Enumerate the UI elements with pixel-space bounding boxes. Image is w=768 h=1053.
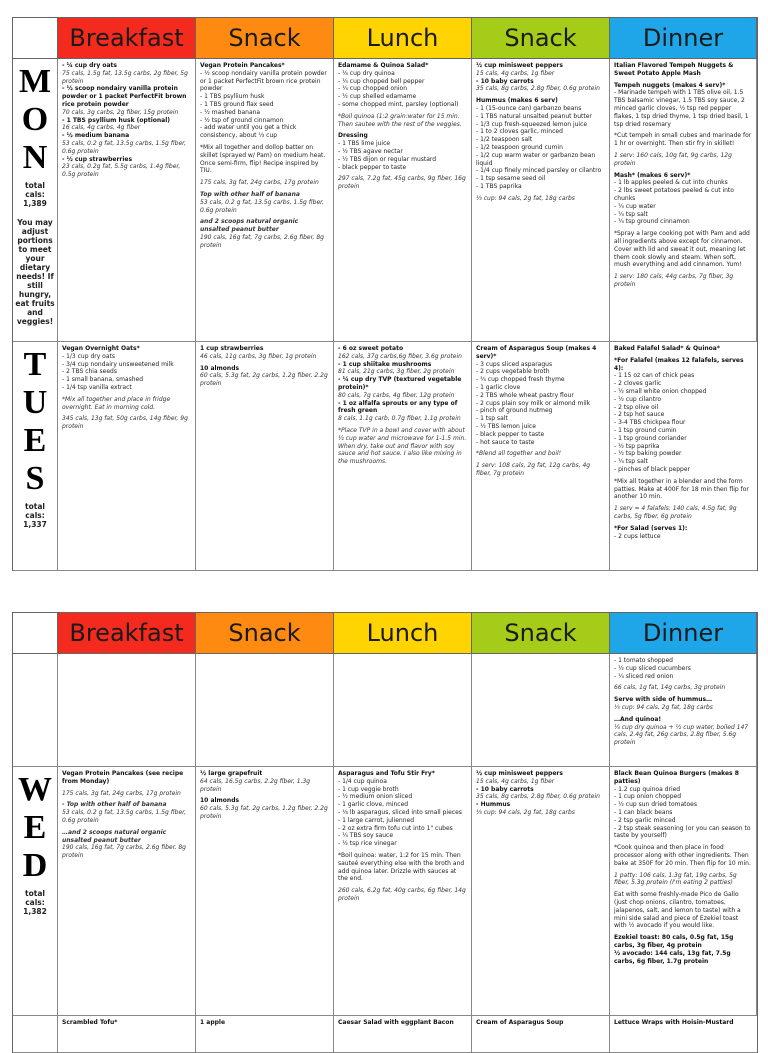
thursday-dinner xyxy=(610,1016,757,1053)
tuesday-breakfast xyxy=(58,342,196,571)
thursday-snack-1 xyxy=(196,1016,334,1053)
item-name: Scrambled Tofu* xyxy=(62,1019,118,1026)
day-letter: O xyxy=(21,101,49,139)
nutrition-info: 1 patty: 106 cals, 1.3g fat, 19g carbs, 5g fiber, 5.3g protein (I'm eating 2 patties) xyxy=(614,871,737,887)
thursday-day xyxy=(13,1016,58,1053)
header-breakfast: Breakfast xyxy=(58,613,196,654)
nutrition-info: 23 cals, 0.2g fat, 5.5g carbs, 1.4g fiber, 0.5g protein xyxy=(62,163,181,179)
item-name: - 10 baby carrots xyxy=(476,785,534,793)
header-snack: Snack xyxy=(472,613,610,654)
header-breakfast: Breakfast xyxy=(58,18,196,59)
monday-lunch xyxy=(334,59,472,342)
nutrition-info: 35 cals, 8g carbs, 2.8g fiber, 0.6g protein xyxy=(476,793,600,801)
header-snack: Snack xyxy=(196,18,334,59)
wednesday-snack-1 xyxy=(196,767,334,1016)
nutrition-info: 15 cals, 4g carbs, 1g fiber xyxy=(476,69,555,77)
recipe-line: - ¾ cup chopped fresh thyme xyxy=(476,376,565,384)
monday-dinner xyxy=(610,59,757,342)
recipe-line: - 1 garlic clove xyxy=(476,383,521,391)
item-name: Cream of Asparagus Soup (makes 4 serv)* xyxy=(476,345,597,360)
recipe-line: - 2 cups vegetable broth xyxy=(476,368,550,376)
recipe-line: - 1/2 teaspoon ground cumin xyxy=(476,143,563,151)
total-cals: total cals: 1,389 xyxy=(23,181,47,209)
recipe-line: - some chopped mint, parsley (optional) xyxy=(338,100,459,108)
recipe-line: *Cook quinoa and then place in food processor along with other ingredients. Then bake at 350F for 20 min. Then flip for 10 min. xyxy=(614,844,751,867)
nutrition-info: 190 cals, 16g fat, 7g carbs, 2.6g fiber, 8g protein xyxy=(200,233,324,249)
nutrition-info: Ezekiel toast: 80 cals, 0.5g fat, 15g carbs, 3g fiber, 4g protein xyxy=(614,934,734,949)
recipe-line: - 1 can black beans xyxy=(614,808,673,816)
recipe-line: - ¼ sliced red onion xyxy=(614,672,674,680)
recipe-line: *Mix all together in a blender and the form patties. Make at 400F for 18 min then flip for another 10 min. xyxy=(614,477,749,501)
item-name: Cream of Asparagus Soup xyxy=(476,1019,564,1026)
recipe-line: - ½ TBS lemon juice xyxy=(476,422,536,430)
nutrition-info: *Place TVP in a bowl and cover with about ½ cup water and microwave for 1-1.5 min. When dry, take out and flavor with soy sauce and hot sauce. I also like mixing in the mushrooms. xyxy=(338,426,467,466)
item-name: - ½ medium banana xyxy=(62,132,130,140)
recipe-line: - 1 (15-ounce can) garbanzo beans xyxy=(476,104,582,112)
recipe-line: - ¼ tsp salt xyxy=(614,458,648,466)
recipe-line: - 2 cups plain soy milk or almond milk xyxy=(476,399,591,407)
recipe-line: - 1 to 2 cloves garlic, minced xyxy=(476,128,563,136)
continuation-breakfast xyxy=(58,654,196,767)
item-name: 1 apple xyxy=(200,1019,226,1026)
recipe-line: - 1 TBS natural unsalted peanut butter xyxy=(476,112,592,120)
recipe-line: - 1 tsp ground cumin xyxy=(614,426,677,434)
item-name: Serve with side of hummus… xyxy=(614,696,713,704)
nutrition-info: 35 cals, 8g carbs, 2.8g fiber, 0.6g protein xyxy=(476,85,600,93)
item-name: ½ cup minisweet peppers xyxy=(476,770,563,777)
recipe-line: - ½ scoop nondairy vanilla protein powder or 1 packet PerfectFit brown rice protein powder xyxy=(200,69,327,93)
header-dinner: Dinner xyxy=(610,613,757,654)
recipe-line: - 2 tsp olive oil xyxy=(614,403,659,411)
continuation-snack-2 xyxy=(472,654,610,767)
day-letter: M xyxy=(18,63,52,100)
recipe-line: - black pepper to taste xyxy=(476,430,545,438)
nutrition-info: 53 cals, 0.2 g fat, 13.5g carbs, 1.5g fiber, 0.6g protein xyxy=(62,809,186,824)
portion-note: You may adjust portions to meet your dietary needs! If still hungry, eat fruits and veggies! xyxy=(15,218,55,327)
item-name: Caesar Salad with eggplant Bacon xyxy=(338,1019,454,1026)
header-corner xyxy=(13,18,58,59)
nutrition-info: 175 cals, 3g fat, 24g carbs, 17g protein xyxy=(200,179,319,187)
item-name: - 10 baby carrots xyxy=(476,77,534,85)
nutrition-info: 75 cals, 1.5g fat, 13.5g carbs, 2g fiber, 5g protein xyxy=(62,69,188,85)
recipe-line: - ½ cup sun dried tomatoes xyxy=(614,801,697,809)
nutrition-info: 70 cals, 3g carbs, 2g fiber, 15g protein xyxy=(62,108,179,116)
recipe-line: - pinch of ground nutmeg xyxy=(476,407,553,415)
recipe-line: - 1 15 oz can of chick peas xyxy=(614,372,695,380)
item-name: - 1 TBS psyllium husk (optional) xyxy=(62,116,170,124)
recipe-line: - 2 tsp garlic minced xyxy=(614,816,676,824)
day-letter: T xyxy=(23,346,47,383)
recipe-line: - 1 large carrot, julienned xyxy=(338,816,415,824)
recipe-line: - ¼ cup chopped bell pepper xyxy=(338,77,425,85)
nutrition-info: 53 cals, 0.2 g fat, 13.5g carbs, 1.5g fiber, 0.6g protein xyxy=(62,139,186,155)
monday-breakfast xyxy=(58,59,196,342)
item-name: Edamame & Quinoa Salad* xyxy=(338,62,429,69)
nutrition-info: 81 cals, 21g carbs, 3g fiber, 2g protein xyxy=(338,368,455,376)
recipe-line: - 1 tsp ground coriander xyxy=(614,434,687,442)
meal-plan-table-1 xyxy=(12,17,758,571)
recipe-line: - black pepper to taste xyxy=(338,163,407,171)
header-snack: Snack xyxy=(472,18,610,59)
monday-snack-2 xyxy=(472,59,610,342)
nutrition-info: 53 cals, 0.2 g fat, 13.5g carbs, 1.5g fiber, 0.6g protein xyxy=(200,198,324,214)
recipe-line: - 1 TBS psyllium husk xyxy=(200,93,265,101)
recipe-line: - hot sauce to taste xyxy=(476,438,535,446)
recipe-line: - 1/2 teaspoon salt xyxy=(476,136,533,144)
header-corner xyxy=(13,613,58,654)
nutrition-info: ½ avocado: 144 cals, 13g fat, 7.5g carbs, 6g fiber, 1.7g protein xyxy=(614,949,731,965)
item-name: - ½ cup strawberries xyxy=(62,155,133,163)
item-name: Mash* (makes 6 serv)* xyxy=(614,171,691,179)
recipe-line: - 1 TBS lime juice xyxy=(338,140,391,148)
recipe-line: - 1 tsp salt xyxy=(476,415,508,423)
recipe-line: - ½ mashed banana xyxy=(200,108,261,116)
item-name: *For Salad (serves 1): xyxy=(614,524,688,532)
thursday-snack-2 xyxy=(472,1016,610,1053)
recipe-line: - 1/3 cup fresh-squeezed lemon juice xyxy=(476,120,588,128)
recipe-line: - ½ cup sliced cucumbers xyxy=(614,664,691,672)
wednesday-dinner xyxy=(610,767,757,1016)
nutrition-info: 8 cals, 1.1g carb, 0.7g fiber, 1.1g protein xyxy=(338,415,461,423)
nutrition-info: 1 serv: 160 cals, 10g fat, 9g carbs, 12g protein xyxy=(614,151,732,167)
recipe-line: - 1 tsp sesame seed oil xyxy=(476,175,546,183)
nutrition-info: *Boil quinoa (1:2 grain:water for 15 min. Then sautee with the rest of the veggies. xyxy=(338,112,462,128)
item-name: ½ cup minisweet peppers xyxy=(476,62,563,69)
item-name: Vegan Overnight Oats* xyxy=(62,345,140,352)
nutrition-info: 190 cals, 16g fat, 7g carbs, 2.6g fiber, 8g protein xyxy=(62,844,186,860)
day-letter: N xyxy=(22,139,48,177)
item-name: - 1 oz alfalfa sprouts or any type of fresh green xyxy=(338,399,458,415)
recipe-line: - ¼ tsp salt xyxy=(614,210,648,218)
tuesday-snack-1 xyxy=(196,342,334,571)
recipe-line: - 1/4 cup quinoa xyxy=(338,777,387,785)
tuesday-lunch xyxy=(334,342,472,571)
nutrition-info: 15 cals, 4g carbs, 1g fiber xyxy=(476,777,555,785)
recipe-line: - 2 tsp hot sauce xyxy=(614,411,665,419)
recipe-line: - 1/2 cup warm water or garbanzo bean liquid xyxy=(476,151,596,167)
recipe-line: - ½ tsp rice vinegar xyxy=(338,840,397,848)
nutrition-info: 64 cals, 16.5g carbs, 2.2g fiber, 1.3g protein xyxy=(200,777,311,793)
recipe-line: - ¼ TBS soy sauce xyxy=(338,832,394,840)
day-letter: U xyxy=(22,384,48,422)
nutrition-info: 16 cals, 4g carbs, 4g fiber xyxy=(62,124,141,132)
item-name: Hummus (makes 6 serv) xyxy=(476,97,558,105)
total-cals: total cals: 1,337 xyxy=(23,502,47,530)
recipe-line: - 1 cup veggie broth xyxy=(338,785,399,793)
recipe-line: - ¼ cup water xyxy=(614,202,656,210)
nutrition-info: ⅓ cup: 94 cals, 2g fat, 18g carbs xyxy=(476,194,575,202)
recipe-line: *Cut tempeh in small cubes and marinade for 1 hr or overnight. Then stir fry in skillet! xyxy=(614,132,752,148)
day-label-wednesday xyxy=(13,767,58,1016)
recipe-line: - ¼ tsp ground cinnamon xyxy=(614,218,690,226)
recipe-line: - 3 cups sliced asparagus xyxy=(476,360,553,368)
item-name: …and 2 scoops natural organic unsalted peanut butter xyxy=(62,828,167,844)
recipe-line: - 2 tsp steak seasoning (or you can season to taste by yourself) xyxy=(614,824,751,840)
recipe-line: - 2 lbs sweet potatoes peeled & cut into chunks xyxy=(614,187,734,202)
recipe-line: *Mix all together and dollop batter on skillet (sprayed w/ Pam) on medium heat. Once semi-firm, flip! Recipe inspired by TIU. xyxy=(200,143,326,175)
recipe-line: *Spray a large cooking pot with Pam and add all ingredients above except for cinnamon. Cover with lid and sweat it out, meaning let them cook slowly and steam. When soft, mush everything and add cinnamon. Yum! xyxy=(614,230,750,269)
nutrition-info: ⅓ cup: 94 cals, 2g fat, 18g carbs xyxy=(614,703,713,711)
nutrition-info: 60 cals, 5.3g fat, 2g carbs, 1.2g fiber, 2.2g protein xyxy=(200,372,328,388)
item-name: 10 almonds xyxy=(200,364,240,372)
header-lunch: Lunch xyxy=(334,18,472,59)
item-name: ½ large grapefruit xyxy=(200,770,263,777)
recipe-line: - ¼ cup chopped onion xyxy=(338,85,408,93)
item-name: Vegan Protein Pancakes (see recipe from Monday) xyxy=(62,770,184,785)
recipe-line: - 2 cups lettuce xyxy=(614,532,661,540)
recipe-line: - 1.2 cup quinoa dried xyxy=(614,785,681,793)
item-name: - 6 oz sweet potato xyxy=(338,345,404,352)
day-label-tuesday xyxy=(13,342,58,571)
recipe-line: - 1 TBS paprika xyxy=(476,182,522,190)
item-name: …And quinoa! xyxy=(614,715,662,723)
item-name: Lettuce Wraps with Hoisin-Mustard xyxy=(614,1019,734,1026)
header-dinner: Dinner xyxy=(610,18,757,59)
nutrition-info: 162 cals, 37g carbs,6g fiber, 3.6g protein xyxy=(338,352,462,360)
tuesday-dinner xyxy=(610,342,757,571)
item-name: - Hummus xyxy=(476,801,511,809)
nutrition-info: 260 cals, 6.2g fat, 40g carbs, 6g fiber, 14g protein xyxy=(338,887,466,902)
recipe-line: - 3/4 cup nondairy unsweetened milk xyxy=(62,360,174,368)
recipe-line: - 2 TBS whole wheat pastry flour xyxy=(476,391,574,399)
nutrition-info: 1 serv: 180 cals, 44g carbs, 7g fiber, 3g protein xyxy=(614,273,734,288)
day-letter: D xyxy=(22,847,48,885)
item-name: - 1 cup shiitake mushrooms xyxy=(338,360,432,368)
monday-snack-1 xyxy=(196,59,334,342)
recipe-line: - 1/4 cup finely minced parsley or cilantro xyxy=(476,167,602,175)
item-name: Vegan Protein Pancakes* xyxy=(200,62,285,69)
recipe-line: - 1 TBS ground flax seed xyxy=(200,100,274,108)
nutrition-info: ⅓ cup: 94 cals, 2g fat, 18g carbs xyxy=(476,808,575,816)
continuation-day xyxy=(13,654,58,767)
recipe-line: - 1/4 tsp vanilla extract xyxy=(62,383,132,391)
nutrition-info: 297 cals, 7.2g fat, 45g carbs, 9g fiber, 16g protein xyxy=(338,175,466,191)
recipe-line: - ½ small white onion chopped xyxy=(614,387,707,395)
item-name: - ¼ cup dry TVP (textured vegetable protein)* xyxy=(338,376,462,391)
recipe-line: - 1 lb apples peeled & cut into chunks xyxy=(614,179,728,187)
wednesday-lunch xyxy=(334,767,472,1016)
item-name: Tempeh nuggets (makes 4 serv)* xyxy=(614,81,726,89)
item-name: - Top with other half of banana xyxy=(62,801,167,809)
thursday-lunch xyxy=(334,1016,472,1053)
recipe-line: - ¼ cup dry quinoa xyxy=(338,69,395,77)
recipe-line: - ½ TBS agave nectar xyxy=(338,147,403,155)
item-name: and 2 scoops natural organic unsalted peanut butter xyxy=(200,218,299,234)
tuesday-snack-2 xyxy=(472,342,610,571)
item-name: Top with other half of banana xyxy=(200,190,300,198)
recipe-line: - ½ cup shelled edamame xyxy=(338,93,417,101)
recipe-line: - 3-4 TBS chickpea flour xyxy=(614,419,686,427)
item-name: Asparagus and Tofu Stir Fry* xyxy=(338,770,435,777)
recipe-line: - ½ tsp paprika xyxy=(614,442,660,450)
nutrition-info: 46 cals, 11g carbs, 3g fiber, 1g protein xyxy=(200,352,317,360)
recipe-line: Eat with some freshly-made Pico de Gallo (just chop onions, cilantro, tomatoes, jalapenos, salt, and lemon to taste) with a mini side salad and piece of Ezekiel toast with ½ avocado if you would like. xyxy=(614,891,741,930)
recipe-line: - 2 oz extra firm tofu cut into 1" cubes xyxy=(338,824,453,832)
continuation-lunch xyxy=(334,654,472,767)
total-cals: total cals: 1,382 xyxy=(23,889,47,917)
recipe-line: - ⅛ lb asparagus, sliced into small pieces xyxy=(338,808,462,816)
item-name: Baked Falafel Salad* & Quinoa* xyxy=(614,345,720,352)
recipe-line: - 2 cloves garlic xyxy=(614,380,662,388)
nutrition-info: 1 serv = 4 falafels: 140 cals, 4.5g fat, 9g carbs, 5g fiber, 6g protein xyxy=(614,505,737,520)
meal-plan-table-2 xyxy=(12,612,758,1053)
item-name: Dressing xyxy=(338,132,368,140)
continuation-snack-1 xyxy=(196,654,334,767)
recipe-line: - 1 cup onion chopped xyxy=(614,793,682,801)
nutrition-info: 60 cals, 5.3g fat, 2g carbs, 1.2g fiber, 2.2g protein xyxy=(200,805,328,820)
day-letter: E xyxy=(23,422,47,460)
wednesday-breakfast xyxy=(58,767,196,1016)
recipe-line: *Boil quinoa: water, 1:2 for 15 min. Then sauteé everything else with the broth and add quinoa later. Drizzle with sauces at the end. xyxy=(338,851,465,883)
nutrition-info: *Blend all together and boil! xyxy=(476,450,562,458)
day-letter: W xyxy=(18,771,52,808)
item-name: Black Bean Quinoa Burgers (makes 8 patties) xyxy=(614,770,739,785)
recipe-line: - 1 small banana, smashed xyxy=(62,376,144,384)
recipe-line: - Marinade tempeh with 1 TBS olive oil, 1.5 TBS balsamic vinegar, 1.5 TBS soy sauce, 2 minced garlic cloves, ½ tsp red pepper flakes, 1 tsp dried thyme, 1 tsp dried basil, 1 tsp dried rosemary xyxy=(614,89,749,128)
item-name: *For Falafel (makes 12 falafels, serves 4): xyxy=(614,356,744,372)
nutrition-info: 345 cals, 13g fat, 50g carbs, 14g fiber, 9g protein xyxy=(62,415,188,431)
recipe-line: - 1 garlic clove, minced xyxy=(338,801,409,809)
day-letter: E xyxy=(23,809,47,847)
item-name: - ½ scoop nondairy vanilla protein powder or 1 packet PerfectFit brown rice protein powder xyxy=(62,85,187,108)
thursday-breakfast xyxy=(58,1016,196,1053)
day-label-monday xyxy=(13,59,58,342)
item-name: 1 cup strawberries xyxy=(200,345,264,352)
nutrition-info: 1 serv: 108 cals, 2g fat, 12g carbs, 4g fiber, 7g protein xyxy=(476,462,591,477)
item-name: 10 almonds xyxy=(200,797,240,805)
recipe-line: - pinches of black pepper xyxy=(614,465,690,473)
nutrition-info: 66 cals, 1g fat, 14g carbs, 3g protein xyxy=(614,684,726,692)
recipe-line: - add water until you get a thick consistency, about ⅓ cup xyxy=(200,124,297,140)
recipe-line: - ½ cup cilantro xyxy=(614,395,662,403)
nutrition-info: 80 cals, 7g carbs, 4g fiber, 12g protein xyxy=(338,391,455,399)
day-letter: S xyxy=(25,460,45,498)
nutrition-info: 175 cals, 3g fat, 24g carbs, 17g protein xyxy=(62,789,181,797)
nutrition-info: ¼ cup dry quinoa + ½ cup water, boiled 147 cals, 2.4g fat, 26g carbs, 2.8g fiber, 5.6g protein xyxy=(614,723,749,747)
item-name: - ¼ cup dry oats xyxy=(62,62,117,69)
recipe-line: - ½ tsp baking powder xyxy=(614,450,682,458)
nutrition-info: *Mix all together and place in fridge overnight. Eat in morning cold. xyxy=(62,395,171,411)
header-lunch: Lunch xyxy=(334,613,472,654)
recipe-line: - ½ medium onion sliced xyxy=(338,793,413,801)
recipe-line: - 1/3 cup dry oats xyxy=(62,352,116,360)
wednesday-snack-2 xyxy=(472,767,610,1016)
recipe-line: - ½ TBS dijon or regular mustard xyxy=(338,155,437,163)
recipe-line: - 2 TBS chia seeds xyxy=(62,368,117,376)
continuation-dinner xyxy=(610,654,757,767)
recipe-line: - 1 tomato shopped xyxy=(614,657,673,664)
recipe-line: - ½ tsp of ground cinnamon xyxy=(200,116,284,124)
item-name: Italian Flavored Tempeh Nuggets & Sweet Potato Apple Mash xyxy=(614,62,734,77)
header-snack: Snack xyxy=(196,613,334,654)
